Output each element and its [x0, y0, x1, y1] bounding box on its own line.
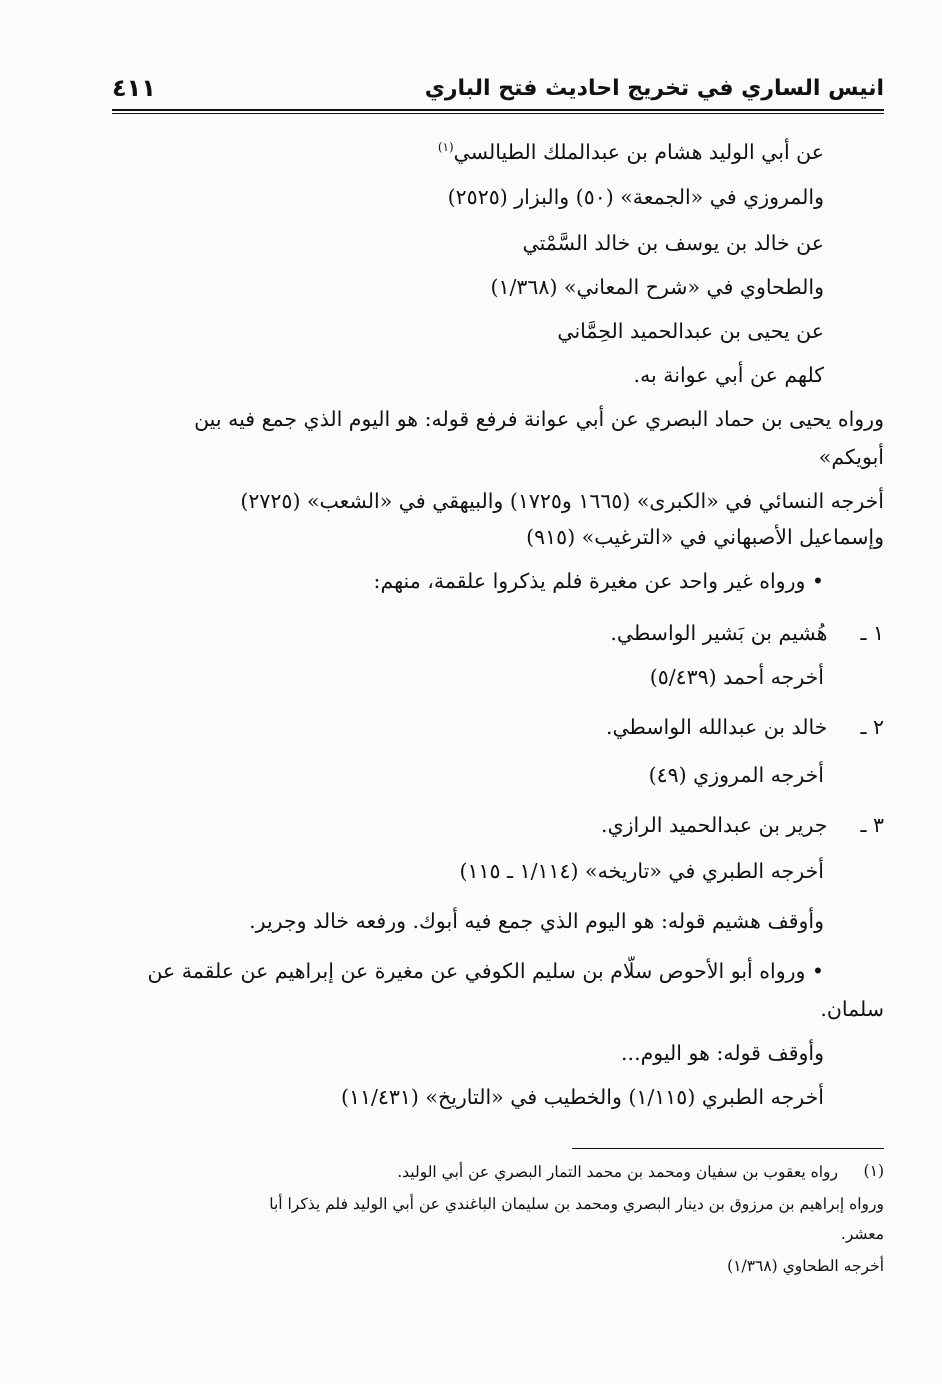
header-title: انيس الساري في تخريج احاديث فتح الباري — [424, 75, 884, 101]
body-line: عن خالد بن يوسف بن خالد السَّمْتي — [522, 231, 824, 255]
body-line: أخرجه أحمد (٥/٤٣٩) — [649, 665, 824, 689]
body-line: • ورواه أبو الأحوص سلّام بن سليم الكوفي عن مغيرة عن إبراهيم عن علقمة عن — [147, 959, 824, 983]
running-header — [112, 70, 884, 106]
body-line: عن أبي الوليد هشام بن عبدالملك الطيالسي$^{(١)}$ — [437, 139, 824, 164]
footnote-marker: (١) — [863, 1162, 884, 1180]
body-line: عن يحيى بن عبدالحميد الحِمَّاني — [557, 319, 824, 343]
body-line: أخرجه المروزي (٤٩) — [648, 763, 824, 787]
list-item: ٢ ـ خالد بن عبدالله الواسطي. — [112, 712, 884, 742]
footnote-line: معشر. — [840, 1225, 884, 1243]
body-line: ورواه يحيى بن حماد البصري عن أبي عوانة فرفع قوله: هو اليوم الذي جمع فيه بين — [194, 407, 884, 431]
footnote-ref: (١) — [437, 140, 454, 154]
body-line: أبويكم» — [818, 445, 884, 469]
list-number: ٢ ـ — [860, 715, 884, 739]
footnote-line: رواه يعقوب بن سفيان ومحمد بن محمد التمار البصري عن أبي الوليد. — [397, 1163, 838, 1181]
list-number: ٣ ـ — [860, 813, 884, 837]
page-number: ٤١١ — [112, 74, 156, 102]
footnote-line: ورواه إبراهيم بن مرزوق بن دينار البصري ومحمد بن سليمان الباغندي عن أبي الوليد فلم يذكرا أبا — [269, 1195, 884, 1213]
footnote-divider — [572, 1148, 884, 1149]
body-line: أخرجه الطبري (١/١١٥) والخطيب في «التاريخ» (١١/٤٣١) — [340, 1085, 824, 1109]
body-line: وإسماعيل الأصبهاني في «الترغيب» (٩١٥) — [526, 525, 884, 549]
body-line: • ورواه غير واحد عن مغيرة فلم يذكروا علقمة، منهم: — [373, 569, 824, 593]
body-line: كلهم عن أبي عوانة به. — [633, 363, 824, 387]
body-line: أخرجه الطبري في «تاريخه» (١/١١٤ ـ ١١٥) — [459, 859, 824, 883]
list-number: ١ ـ — [860, 621, 884, 645]
header-divider — [112, 109, 884, 114]
body-line: سلمان. — [820, 997, 884, 1021]
body-line: وأوقف قوله: هو اليوم... — [621, 1041, 824, 1065]
list-item: ١ ـ هُشيم بن بَشير الواسطي. — [112, 618, 884, 648]
list-item: ٣ ـ جرير بن عبدالحميد الرازي. — [112, 810, 884, 840]
body-line: والطحاوي في «شرح المعاني» (١/٣٦٨) — [490, 275, 824, 299]
body-line: والمروزي في «الجمعة» (٥٠) والبزار (٢٥٢٥) — [447, 185, 824, 209]
body-line: أخرجه النسائي في «الكبرى» (١٦٦٥ و١٧٢٥) والبيهقي في «الشعب» (٢٧٢٥) — [240, 489, 884, 513]
footnote-line: أخرجه الطحاوي (١/٣٦٨) — [727, 1257, 884, 1275]
body-line: وأوقف هشيم قوله: هو اليوم الذي جمع فيه أبوك. ورفعه خالد وجرير. — [249, 909, 824, 933]
